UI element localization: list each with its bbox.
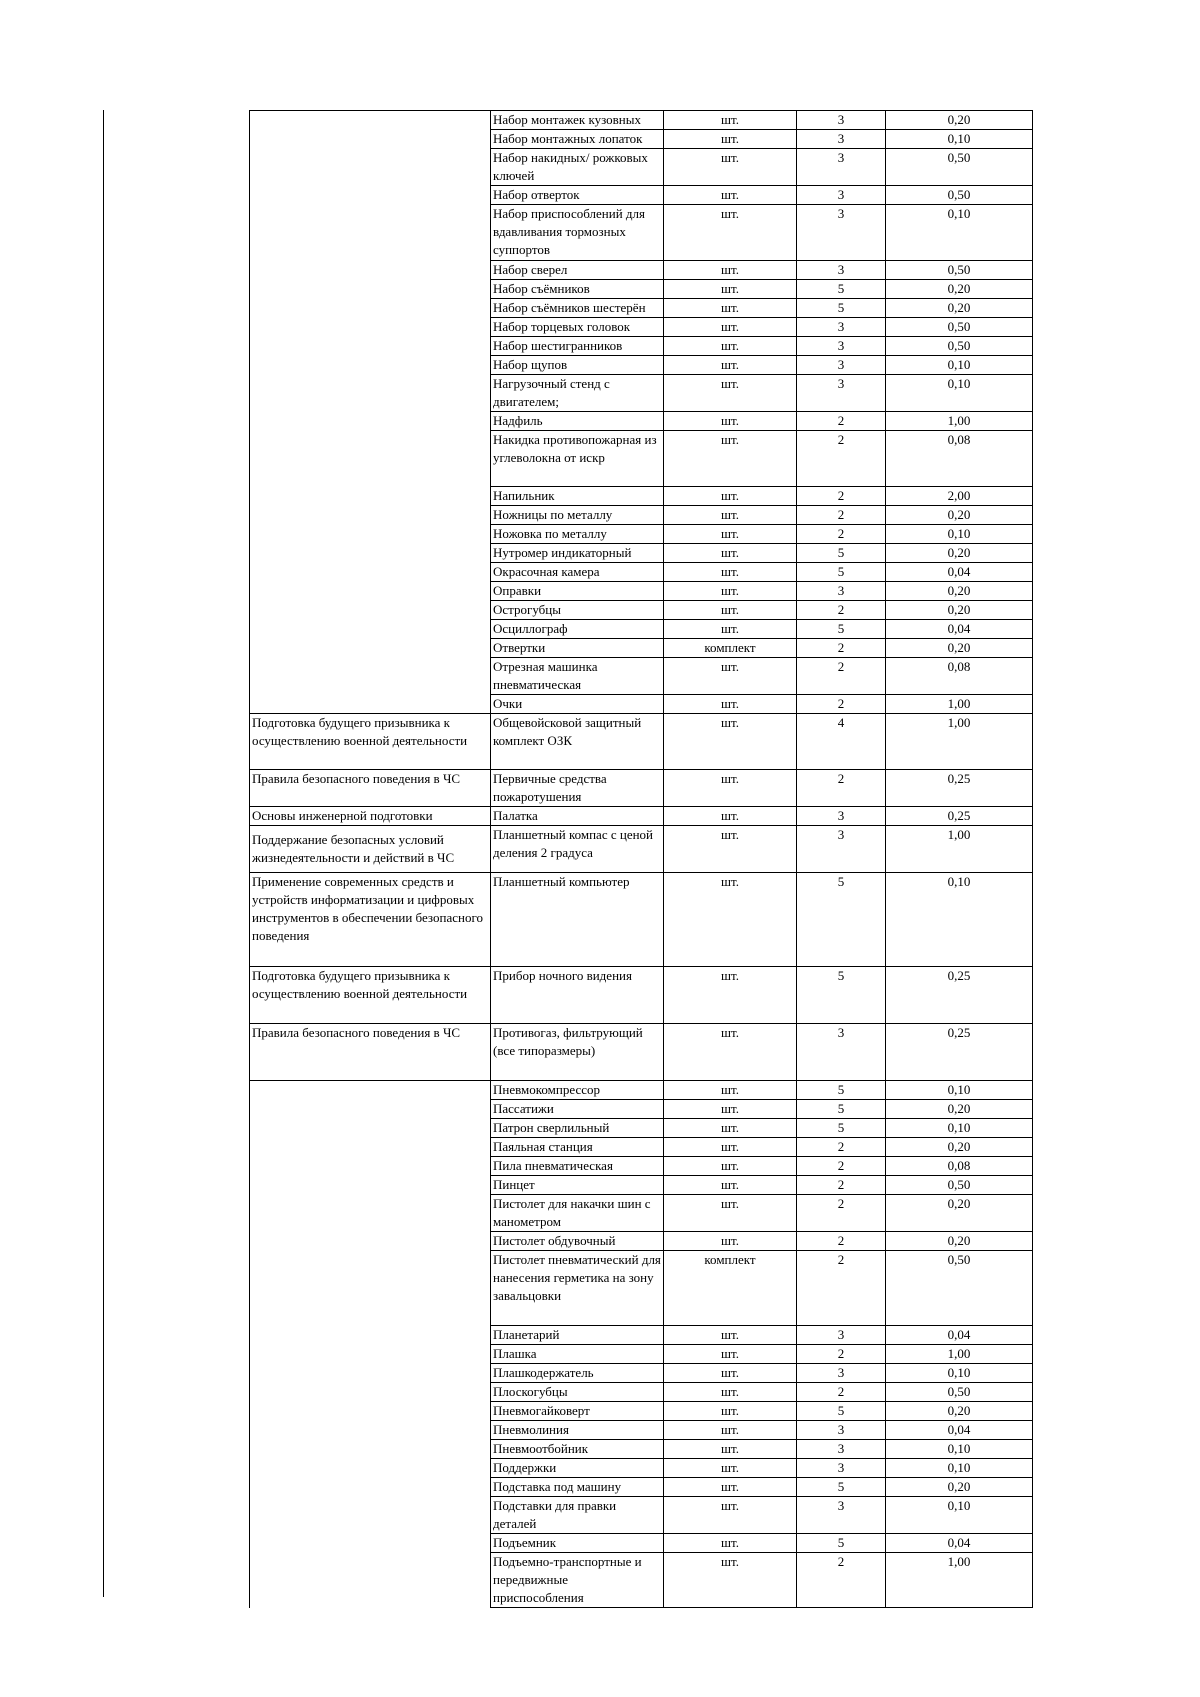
item-unit: шт. bbox=[664, 873, 797, 967]
item-coefficient: 0,04 bbox=[886, 620, 1033, 639]
item-name: Пневмоотбойник bbox=[491, 1440, 664, 1459]
item-quantity: 2 bbox=[797, 1383, 886, 1402]
item-unit: шт. bbox=[664, 280, 797, 299]
item-name: Пневмолиния bbox=[491, 1421, 664, 1440]
item-unit: шт. bbox=[664, 563, 797, 582]
item-name: Напильник bbox=[491, 487, 664, 506]
item-quantity: 2 bbox=[797, 1232, 886, 1251]
item-unit: шт. bbox=[664, 1364, 797, 1383]
item-name: Прибор ночного видения bbox=[491, 967, 664, 1024]
item-unit: шт. bbox=[664, 356, 797, 375]
item-unit: шт. bbox=[664, 487, 797, 506]
item-name: Противогаз, фильтрующий (все типоразмеры) bbox=[491, 1024, 664, 1081]
item-quantity: 3 bbox=[797, 186, 886, 205]
item-unit: шт. bbox=[664, 1195, 797, 1232]
item-unit: комплект bbox=[664, 1251, 797, 1326]
item-coefficient: 0,25 bbox=[886, 967, 1033, 1024]
item-name: Подъемно-транспортные и передвижные приспособления bbox=[491, 1553, 664, 1608]
item-quantity: 2 bbox=[797, 1157, 886, 1176]
item-coefficient: 1,00 bbox=[886, 695, 1033, 714]
item-quantity: 2 bbox=[797, 1251, 886, 1326]
item-coefficient: 1,00 bbox=[886, 826, 1033, 873]
item-coefficient: 0,50 bbox=[886, 337, 1033, 356]
item-name: Пинцет bbox=[491, 1176, 664, 1195]
item-quantity: 5 bbox=[797, 1402, 886, 1421]
item-unit: шт. bbox=[664, 658, 797, 695]
item-unit: шт. bbox=[664, 1345, 797, 1364]
item-coefficient: 0,25 bbox=[886, 1024, 1033, 1081]
section-cell: Основы инженерной подготовки bbox=[250, 807, 491, 826]
item-quantity: 5 bbox=[797, 1534, 886, 1553]
item-quantity: 3 bbox=[797, 807, 886, 826]
item-coefficient: 0,20 bbox=[886, 280, 1033, 299]
item-coefficient: 0,25 bbox=[886, 807, 1033, 826]
item-unit: шт. bbox=[664, 299, 797, 318]
item-name: Набор сверел bbox=[491, 261, 664, 280]
item-coefficient: 0,20 bbox=[886, 1138, 1033, 1157]
item-unit: шт. bbox=[664, 205, 797, 261]
item-coefficient: 0,04 bbox=[886, 1326, 1033, 1345]
item-quantity: 3 bbox=[797, 582, 886, 601]
item-coefficient: 0,10 bbox=[886, 1459, 1033, 1478]
item-quantity: 2 bbox=[797, 1553, 886, 1608]
item-coefficient: 0,50 bbox=[886, 1251, 1033, 1326]
item-coefficient: 0,10 bbox=[886, 1440, 1033, 1459]
item-name: Острогубцы bbox=[491, 601, 664, 620]
item-quantity: 3 bbox=[797, 1440, 886, 1459]
item-unit: шт. bbox=[664, 186, 797, 205]
item-quantity: 3 bbox=[797, 1459, 886, 1478]
item-name: Плоскогубцы bbox=[491, 1383, 664, 1402]
item-name: Первичные средства пожаротушения bbox=[491, 770, 664, 807]
item-unit: комплект bbox=[664, 639, 797, 658]
item-unit: шт. bbox=[664, 1497, 797, 1534]
item-name: Накидка противопожарная из углеволокна от искр bbox=[491, 431, 664, 487]
item-unit: шт. bbox=[664, 1157, 797, 1176]
item-name: Отрезная машинка пневматическая bbox=[491, 658, 664, 695]
item-unit: шт. bbox=[664, 1326, 797, 1345]
item-unit: шт. bbox=[664, 506, 797, 525]
item-coefficient: 0,10 bbox=[886, 356, 1033, 375]
item-coefficient: 0,04 bbox=[886, 1421, 1033, 1440]
item-quantity: 2 bbox=[797, 525, 886, 544]
item-name: Набор приспособлений для вдавливания тормозных суппортов bbox=[491, 205, 664, 261]
item-quantity: 3 bbox=[797, 111, 886, 130]
item-unit: шт. bbox=[664, 1138, 797, 1157]
item-coefficient: 0,20 bbox=[886, 506, 1033, 525]
item-quantity: 3 bbox=[797, 149, 886, 186]
item-quantity: 3 bbox=[797, 1364, 886, 1383]
item-name: Поддержки bbox=[491, 1459, 664, 1478]
item-unit: шт. bbox=[664, 770, 797, 807]
item-quantity: 5 bbox=[797, 873, 886, 967]
item-coefficient: 0,04 bbox=[886, 563, 1033, 582]
section-cell bbox=[250, 111, 491, 714]
item-coefficient: 0,50 bbox=[886, 318, 1033, 337]
item-unit: шт. bbox=[664, 714, 797, 770]
item-unit: шт. bbox=[664, 1402, 797, 1421]
item-coefficient: 1,00 bbox=[886, 1345, 1033, 1364]
item-coefficient: 0,50 bbox=[886, 186, 1033, 205]
item-coefficient: 0,10 bbox=[886, 873, 1033, 967]
item-unit: шт. bbox=[664, 431, 797, 487]
item-name: Набор щупов bbox=[491, 356, 664, 375]
item-quantity: 2 bbox=[797, 412, 886, 431]
item-quantity: 2 bbox=[797, 431, 886, 487]
item-coefficient: 0,20 bbox=[886, 1402, 1033, 1421]
item-coefficient: 0,20 bbox=[886, 639, 1033, 658]
item-coefficient: 0,10 bbox=[886, 130, 1033, 149]
item-coefficient: 0,20 bbox=[886, 1100, 1033, 1119]
item-coefficient: 0,50 bbox=[886, 1176, 1033, 1195]
item-quantity: 3 bbox=[797, 205, 886, 261]
item-name: Очки bbox=[491, 695, 664, 714]
item-quantity: 2 bbox=[797, 487, 886, 506]
item-name: Паяльная станция bbox=[491, 1138, 664, 1157]
item-quantity: 3 bbox=[797, 356, 886, 375]
item-unit: шт. bbox=[664, 412, 797, 431]
item-coefficient: 0,20 bbox=[886, 1195, 1033, 1232]
item-unit: шт. bbox=[664, 967, 797, 1024]
item-unit: шт. bbox=[664, 582, 797, 601]
item-unit: шт. bbox=[664, 149, 797, 186]
item-name: Планшетный компьютер bbox=[491, 873, 664, 967]
item-unit: шт. bbox=[664, 601, 797, 620]
item-quantity: 3 bbox=[797, 375, 886, 412]
item-quantity: 4 bbox=[797, 714, 886, 770]
section-cell: Подготовка будущего призывника к осуществлению военной деятельности bbox=[250, 967, 491, 1024]
item-quantity: 2 bbox=[797, 695, 886, 714]
item-unit: шт. bbox=[664, 130, 797, 149]
item-name: Набор съёмников шестерён bbox=[491, 299, 664, 318]
item-name: Палатка bbox=[491, 807, 664, 826]
item-quantity: 2 bbox=[797, 506, 886, 525]
item-coefficient: 0,25 bbox=[886, 770, 1033, 807]
item-name: Плашкодержатель bbox=[491, 1364, 664, 1383]
item-unit: шт. bbox=[664, 1232, 797, 1251]
item-name: Набор съёмников bbox=[491, 280, 664, 299]
item-coefficient: 1,00 bbox=[886, 412, 1033, 431]
item-name: Пистолет для накачки шин с манометром bbox=[491, 1195, 664, 1232]
item-name: Общевойсковой защитный комплект ОЗК bbox=[491, 714, 664, 770]
item-unit: шт. bbox=[664, 1421, 797, 1440]
item-quantity: 5 bbox=[797, 1119, 886, 1138]
blank-column bbox=[103, 111, 250, 1608]
item-unit: шт. bbox=[664, 1478, 797, 1497]
item-coefficient: 0,20 bbox=[886, 601, 1033, 620]
item-quantity: 5 bbox=[797, 1478, 886, 1497]
item-unit: шт. bbox=[664, 318, 797, 337]
item-coefficient: 0,20 bbox=[886, 111, 1033, 130]
item-unit: шт. bbox=[664, 807, 797, 826]
item-unit: шт. bbox=[664, 1440, 797, 1459]
item-name: Ножницы по металлу bbox=[491, 506, 664, 525]
item-unit: шт. bbox=[664, 1081, 797, 1100]
item-quantity: 3 bbox=[797, 318, 886, 337]
item-coefficient: 0,10 bbox=[886, 205, 1033, 261]
item-name: Пила пневматическая bbox=[491, 1157, 664, 1176]
item-unit: шт. bbox=[664, 261, 797, 280]
item-quantity: 2 bbox=[797, 1176, 886, 1195]
item-name: Окрасочная камера bbox=[491, 563, 664, 582]
item-quantity: 2 bbox=[797, 1195, 886, 1232]
item-quantity: 5 bbox=[797, 1081, 886, 1100]
item-coefficient: 0,10 bbox=[886, 525, 1033, 544]
item-quantity: 2 bbox=[797, 770, 886, 807]
item-coefficient: 0,20 bbox=[886, 544, 1033, 563]
item-coefficient: 1,00 bbox=[886, 714, 1033, 770]
item-name: Набор отверток bbox=[491, 186, 664, 205]
item-quantity: 5 bbox=[797, 544, 886, 563]
item-quantity: 3 bbox=[797, 826, 886, 873]
item-quantity: 5 bbox=[797, 967, 886, 1024]
equipment-table bbox=[103, 110, 1033, 1608]
item-quantity: 5 bbox=[797, 563, 886, 582]
item-unit: шт. bbox=[664, 1119, 797, 1138]
item-quantity: 5 bbox=[797, 1100, 886, 1119]
item-name: Пневмокомпрессор bbox=[491, 1081, 664, 1100]
section-cell: Поддержание безопасных условий жизнедеятельности и действий в ЧС bbox=[250, 826, 491, 873]
item-unit: шт. bbox=[664, 695, 797, 714]
item-unit: шт. bbox=[664, 544, 797, 563]
item-quantity: 5 bbox=[797, 280, 886, 299]
item-quantity: 2 bbox=[797, 601, 886, 620]
item-name: Ножовка по металлу bbox=[491, 525, 664, 544]
item-quantity: 3 bbox=[797, 337, 886, 356]
item-quantity: 3 bbox=[797, 1421, 886, 1440]
item-coefficient: 0,08 bbox=[886, 658, 1033, 695]
item-coefficient: 0,10 bbox=[886, 1081, 1033, 1100]
item-unit: шт. bbox=[664, 1534, 797, 1553]
item-name: Пневмогайковерт bbox=[491, 1402, 664, 1421]
table-row bbox=[103, 111, 1033, 130]
section-cell: Правила безопасного поведения в ЧС bbox=[250, 770, 491, 807]
item-coefficient: 0,50 bbox=[886, 149, 1033, 186]
item-coefficient: 0,08 bbox=[886, 431, 1033, 487]
item-name: Подъемник bbox=[491, 1534, 664, 1553]
item-quantity: 2 bbox=[797, 1138, 886, 1157]
item-quantity: 3 bbox=[797, 130, 886, 149]
section-cell: Подготовка будущего призывника к осуществлению военной деятельности bbox=[250, 714, 491, 770]
section-cell: Применение современных средств и устройств информатизации и цифровых инструментов в обеспечении безопасного поведения bbox=[250, 873, 491, 967]
item-name: Подставка под машину bbox=[491, 1478, 664, 1497]
item-quantity: 5 bbox=[797, 299, 886, 318]
item-name: Подставки для правки деталей bbox=[491, 1497, 664, 1534]
item-unit: шт. bbox=[664, 375, 797, 412]
item-name: Патрон сверлильный bbox=[491, 1119, 664, 1138]
item-coefficient: 0,50 bbox=[886, 261, 1033, 280]
item-unit: шт. bbox=[664, 1459, 797, 1478]
item-coefficient: 0,10 bbox=[886, 1364, 1033, 1383]
item-coefficient: 0,20 bbox=[886, 1478, 1033, 1497]
item-quantity: 2 bbox=[797, 639, 886, 658]
item-coefficient: 0,08 bbox=[886, 1157, 1033, 1176]
item-coefficient: 0,10 bbox=[886, 375, 1033, 412]
item-unit: шт. bbox=[664, 337, 797, 356]
item-name: Планшетный компас с ценой деления 2 градуса bbox=[491, 826, 664, 873]
item-name: Набор торцевых головок bbox=[491, 318, 664, 337]
item-name: Нутромер индикаторный bbox=[491, 544, 664, 563]
item-name: Пистолет пневматический для нанесения герметика на зону завальцовки bbox=[491, 1251, 664, 1326]
item-coefficient: 0,20 bbox=[886, 582, 1033, 601]
item-coefficient: 2,00 bbox=[886, 487, 1033, 506]
item-name: Оправки bbox=[491, 582, 664, 601]
item-quantity: 3 bbox=[797, 1497, 886, 1534]
item-name: Отвертки bbox=[491, 639, 664, 658]
item-unit: шт. bbox=[664, 620, 797, 639]
item-coefficient: 0,04 bbox=[886, 1534, 1033, 1553]
section-cell bbox=[250, 1081, 491, 1608]
item-unit: шт. bbox=[664, 1553, 797, 1608]
item-name: Надфиль bbox=[491, 412, 664, 431]
item-coefficient: 0,50 bbox=[886, 1383, 1033, 1402]
item-name: Набор монтажных лопаток bbox=[491, 130, 664, 149]
item-unit: шт. bbox=[664, 1383, 797, 1402]
item-coefficient: 0,10 bbox=[886, 1497, 1033, 1534]
section-cell: Правила безопасного поведения в ЧС bbox=[250, 1024, 491, 1081]
item-unit: шт. bbox=[664, 1100, 797, 1119]
item-coefficient: 0,20 bbox=[886, 1232, 1033, 1251]
item-quantity: 3 bbox=[797, 1024, 886, 1081]
item-unit: шт. bbox=[664, 111, 797, 130]
item-name: Пассатижи bbox=[491, 1100, 664, 1119]
item-coefficient: 0,10 bbox=[886, 1119, 1033, 1138]
item-name: Плашка bbox=[491, 1345, 664, 1364]
item-unit: шт. bbox=[664, 1024, 797, 1081]
item-coefficient: 1,00 bbox=[886, 1553, 1033, 1608]
item-name: Набор накидных/ рожковых ключей bbox=[491, 149, 664, 186]
item-unit: шт. bbox=[664, 525, 797, 544]
item-name: Осциллограф bbox=[491, 620, 664, 639]
item-quantity: 5 bbox=[797, 620, 886, 639]
item-name: Пистолет обдувочный bbox=[491, 1232, 664, 1251]
item-name: Нагрузочный стенд с двигателем; bbox=[491, 375, 664, 412]
item-name: Набор шестигранников bbox=[491, 337, 664, 356]
item-name: Набор монтажек кузовных bbox=[491, 111, 664, 130]
item-quantity: 2 bbox=[797, 1345, 886, 1364]
item-coefficient: 0,20 bbox=[886, 299, 1033, 318]
item-quantity: 3 bbox=[797, 261, 886, 280]
item-unit: шт. bbox=[664, 1176, 797, 1195]
item-unit: шт. bbox=[664, 826, 797, 873]
item-quantity: 3 bbox=[797, 1326, 886, 1345]
item-name: Планетарий bbox=[491, 1326, 664, 1345]
item-quantity: 2 bbox=[797, 658, 886, 695]
